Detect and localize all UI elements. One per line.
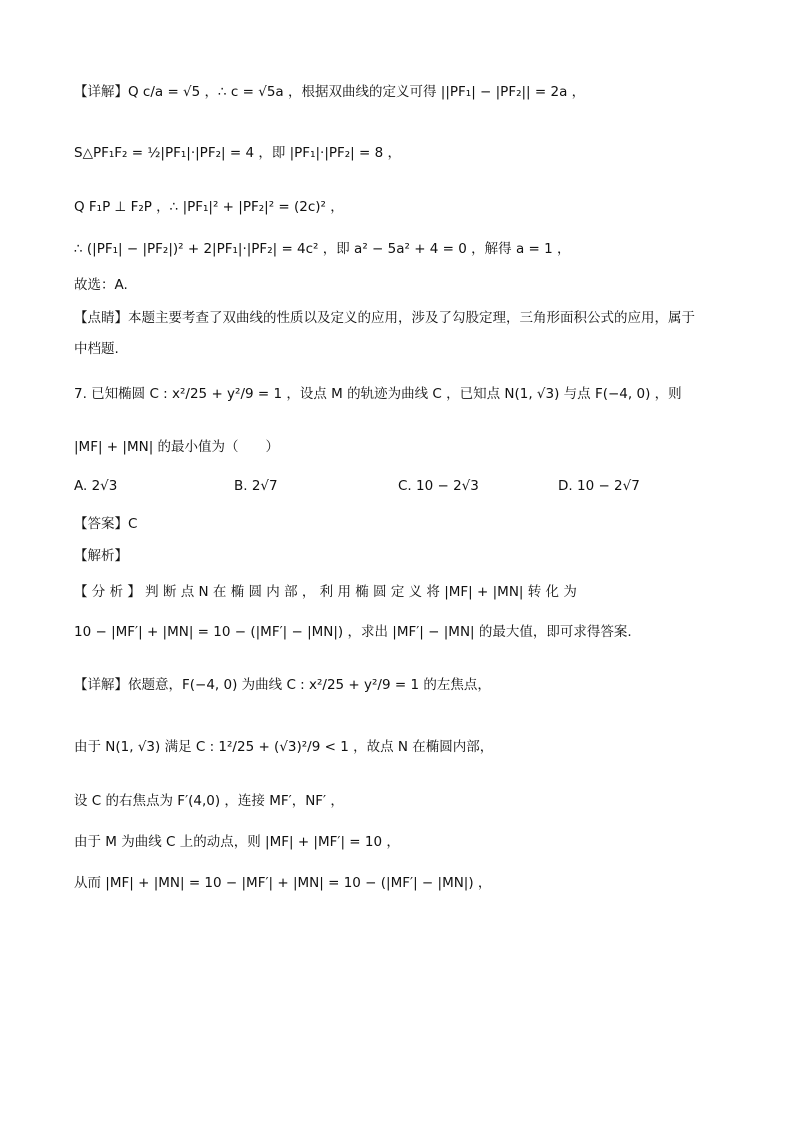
analysis-line-2: 10 − |MF′| + |MN| = 10 − (|MF′| − |MN|) ，求出 |MF′| − |MN| 的最大值，即可求得答案. <box>74 624 632 640</box>
option-d: D. 10 − 2√7 <box>558 478 640 494</box>
solution-line-3: 设 C 的右焦点为 F′(4,0) ，连接 MF′，NF′ ， <box>74 793 344 809</box>
question-7-stem: 7. 已知椭圆 C : x²/25 + y²/9 = 1 ，设点 M 的轨迹为曲线 C ，已知点 N(1, √3) 与点 F(−4, 0) ，则 <box>74 386 682 402</box>
detail-line-1: 【详解】Q c/a = √5 ，∴ c = √5a ，根据双曲线的定义可得 ||PF₁| − |PF₂|| = 2a ， <box>74 84 586 100</box>
detail-line-4: ∴ (|PF₁| − |PF₂|)² + 2|PF₁|·|PF₂| = 4c² ，即 a² − 5a² + 4 = 0 ，解得 a = 1 ， <box>74 241 571 257</box>
choice-line: 故选：A. <box>74 277 128 293</box>
solution-line-2: 由于 N(1, √3) 满足 C : 1²/25 + (√3)²/9 < 1 ，故点 N 在椭圆内部， <box>74 739 494 755</box>
detail-line-3: Q F₁P ⊥ F₂P ，∴ |PF₁|² + |PF₂|² = (2c)² ， <box>74 199 344 215</box>
option-b: B. 2√7 <box>234 478 278 494</box>
comment-line-2: 中档题. <box>74 341 119 357</box>
detail-line-2: S△PF₁F₂ = ½|PF₁|·|PF₂| = 4 ，即 |PF₁|·|PF₂| = 8 ， <box>74 145 402 161</box>
solution-line-1: 【详解】依题意，F(−4, 0) 为曲线 C : x²/25 + y²/9 = 1 的左焦点， <box>74 677 491 693</box>
analysis-line-1: 【 分 析 】 判 断 点 N 在 椭 圆 内 部 ， 利 用 椭 圆 定 义 将 |MF| + |MN| 转 化 为 <box>74 584 577 600</box>
comment-line-1: 【点睛】本题主要考查了双曲线的性质以及定义的应用，涉及了勾股定理，三角形面积公式的应用，属于 <box>74 310 695 326</box>
solution-line-4: 由于 M 为曲线 C 上的动点，则 |MF| + |MF′| = 10 ， <box>74 834 400 850</box>
option-c: C. 10 − 2√3 <box>398 478 479 494</box>
option-a: A. 2√3 <box>74 478 118 494</box>
analysis-heading: 【解析】 <box>74 548 128 564</box>
solution-line-5: 从而 |MF| + |MN| = 10 − |MF′| + |MN| = 10 − (|MF′| − |MN|) ， <box>74 875 492 891</box>
question-7-stem-cont: |MF| + |MN| 的最小值为（ ） <box>74 439 280 455</box>
answer-line: 【答案】C <box>74 516 138 532</box>
